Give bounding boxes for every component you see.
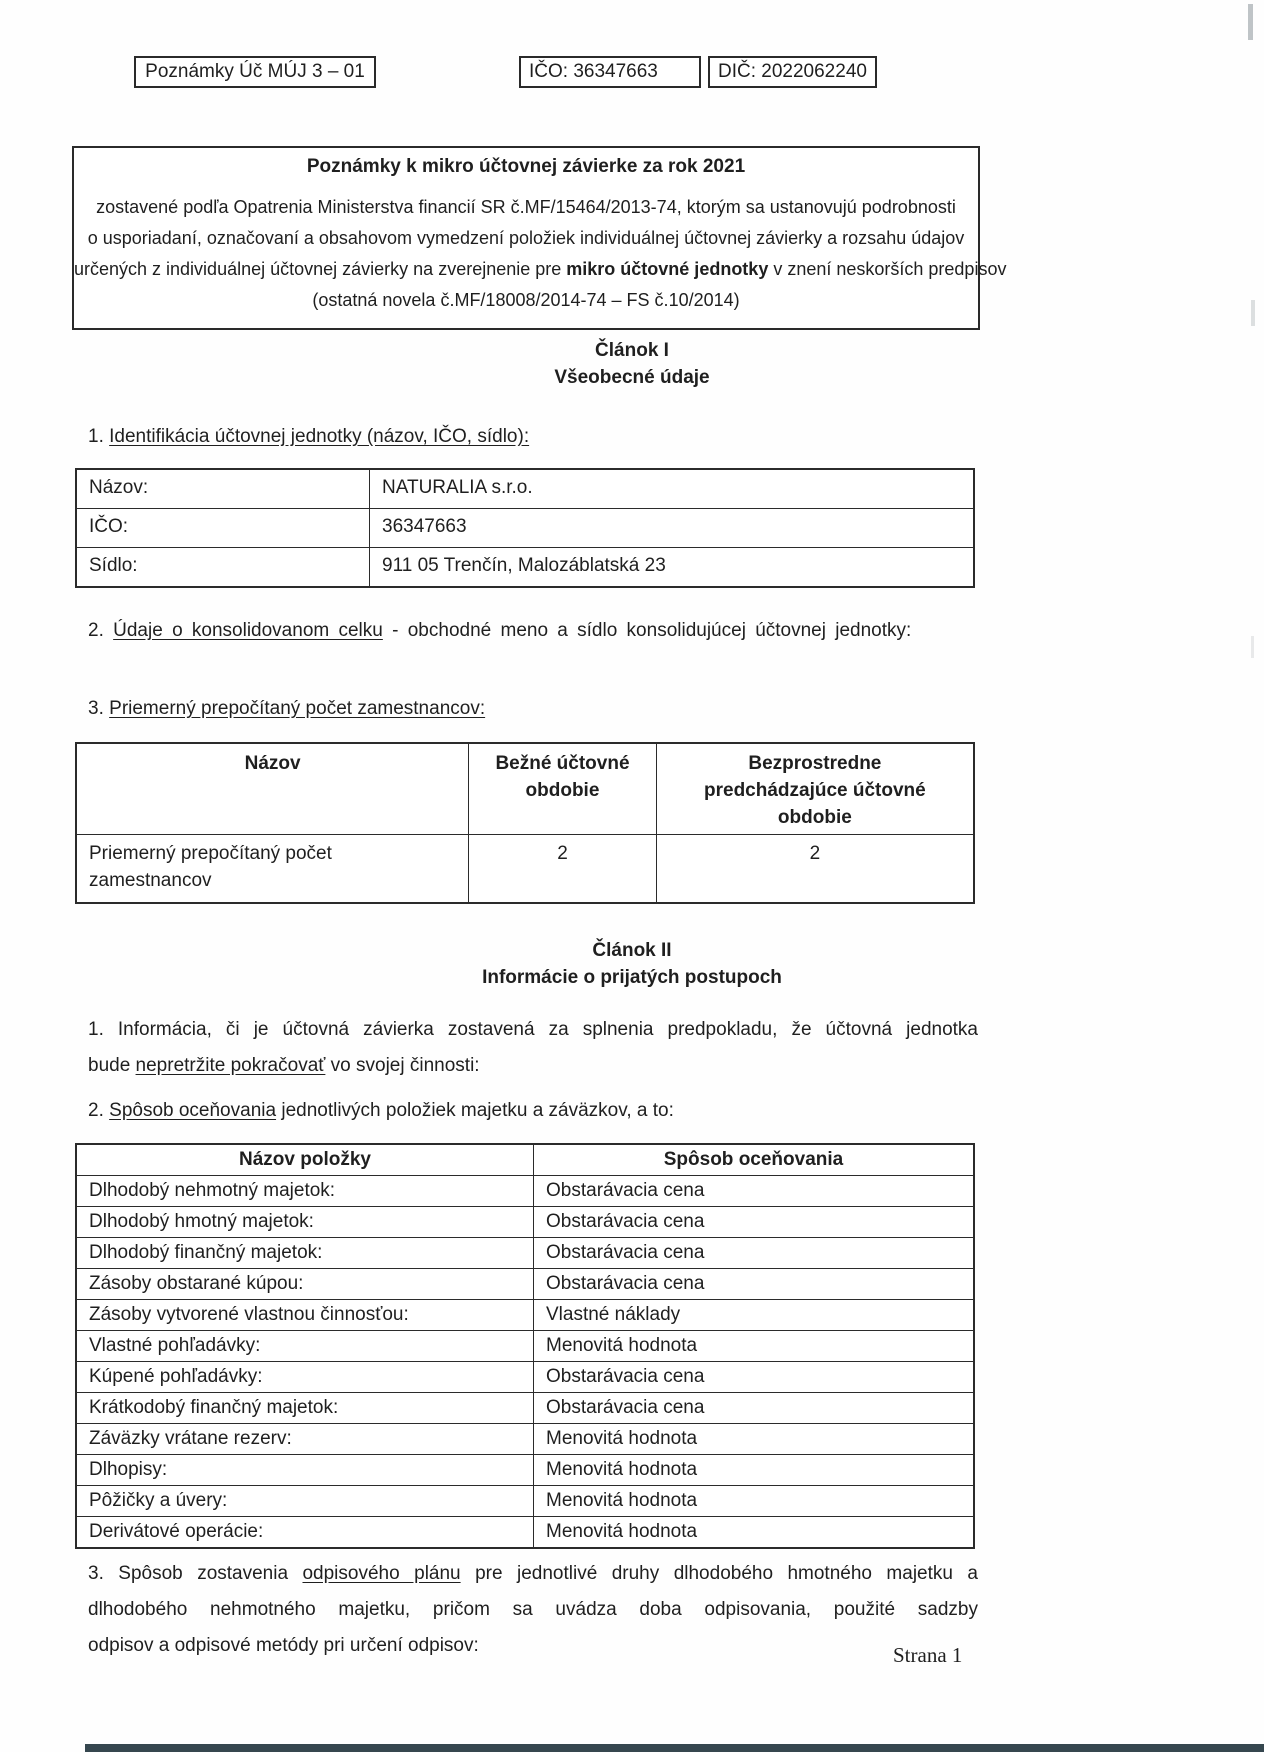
bottom-scan-bar <box>85 1744 1264 1752</box>
form-code-box <box>134 56 376 88</box>
valuation-col1-header: Názov položky <box>76 1144 534 1176</box>
table-row <box>76 1176 974 1207</box>
article2-title: Článok II <box>592 940 672 961</box>
table-header-row <box>76 743 974 835</box>
document-title: Poznámky k mikro účtovnej závierke za rok 2021 <box>306 156 746 177</box>
identification-table <box>75 468 975 588</box>
intro-line-3-post: v znení neskorších predpisov <box>768 259 1007 279</box>
article2-item1-line2 <box>88 1048 978 1084</box>
form-code-label: Poznámky Úč MÚJ 3 – 01 <box>145 61 365 82</box>
table-row <box>76 548 974 588</box>
article2-item2-rest: jednotlivých položiek majetku a záväzkov, a to: <box>276 1100 674 1121</box>
emp-previous-value-cell: 2 <box>656 835 974 904</box>
article1-item2-underlined: Údaje o konsolidovanom celku <box>113 620 383 641</box>
article1-item2-rest: - obchodné meno a sídlo konsolidujúcej účtovnej jednotky: <box>382 620 912 641</box>
article2-item3-line1-underlined: odpisového plánu <box>302 1563 461 1584</box>
table-row <box>76 1424 974 1455</box>
intro-line-1: zostavené podľa Opatrenia Ministerstva financií SR č.MF/15464/2013-74, ktorým sa ustanovujú podrobnosti <box>96 197 956 217</box>
valuation-item-cell: Zásoby obstarané kúpou: <box>76 1269 534 1300</box>
article1-item2-heading <box>88 620 911 642</box>
article1-item1-heading <box>88 426 529 448</box>
valuation-item-cell: Zásoby vytvorené vlastnou činnosťou: <box>76 1300 534 1331</box>
intro-box <box>72 146 1007 330</box>
article1-item2-number: 2. <box>88 620 104 641</box>
emp-name-cell: Priemerný prepočítaný počet zamestnancov <box>76 835 469 904</box>
valuation-item-cell: Dlhopisy: <box>76 1455 534 1486</box>
valuation-item-cell: Krátkodobý finančný majetok: <box>76 1393 534 1424</box>
article2-item1-line2-underlined: nepretržite pokračovať <box>135 1055 326 1076</box>
article1-item3-text: Priemerný prepočítaný počet zamestnancov: <box>109 698 486 719</box>
scan-edge-mark <box>1248 4 1253 40</box>
valuation-method-cell: Menovitá hodnota <box>534 1486 975 1517</box>
article2-item1-paragraph <box>88 1012 978 1084</box>
emp-col1-header: Názov <box>76 743 469 835</box>
article1-title: Článok I <box>595 340 669 361</box>
article2-item2-heading <box>88 1100 674 1122</box>
table-row <box>76 835 974 904</box>
table-row <box>76 1455 974 1486</box>
table-row <box>76 1269 974 1300</box>
table-row <box>76 509 974 548</box>
emp-col3-header: Bezprostredne predchádzajúce účtovné obdobie <box>656 743 974 835</box>
article2-item3-line2: dlhodobého nehmotného majetku, pričom sa uvádza doba odpisovania, použité sadzby <box>88 1599 978 1620</box>
valuation-item-cell: Dlhodobý nehmotný majetok: <box>76 1176 534 1207</box>
valuation-method-cell: Obstarávacia cena <box>534 1362 975 1393</box>
table-row <box>76 1393 974 1424</box>
valuation-item-cell: Derivátové operácie: <box>76 1517 534 1549</box>
article2-item1-line2-pre: bude <box>88 1055 136 1076</box>
id-value-cell: NATURALIA s.r.o. <box>370 469 975 509</box>
valuation-item-cell: Kúpené pohľadávky: <box>76 1362 534 1393</box>
table-row <box>76 1486 974 1517</box>
article2-item3-line1-post: pre jednotlivé druhy dlhodobého hmotného majetku a <box>460 1563 978 1584</box>
employees-table <box>75 742 975 904</box>
valuation-table <box>75 1143 975 1549</box>
article1-item3-number: 3. <box>88 698 104 719</box>
article1-item1-text: Identifikácia účtovnej jednotky (názov, IČO, sídlo): <box>109 426 530 447</box>
table-row <box>76 1300 974 1331</box>
scan-edge-mark <box>1251 636 1254 658</box>
valuation-method-cell: Vlastné náklady <box>534 1300 975 1331</box>
article1-item1-number: 1. <box>88 426 104 447</box>
valuation-method-cell: Obstarávacia cena <box>534 1238 975 1269</box>
table-header-row <box>76 1144 974 1176</box>
id-label-cell: Názov: <box>76 469 370 509</box>
table-row <box>76 469 974 509</box>
article1-subtitle: Všeobecné údaje <box>554 367 710 388</box>
article2-item3-line1 <box>88 1556 978 1592</box>
ico-label: IČO: 36347663 <box>529 61 658 82</box>
table-row <box>76 1362 974 1393</box>
article2-item3-line3: odpisov a odpisové metódy pri určení odpisov: <box>88 1635 479 1656</box>
valuation-item-cell: Dlhodobý finančný majetok: <box>76 1238 534 1269</box>
valuation-item-cell: Vlastné pohľadávky: <box>76 1331 534 1362</box>
article2-subtitle: Informácie o prijatých postupoch <box>482 967 782 988</box>
table-row <box>76 1331 974 1362</box>
valuation-method-cell: Menovitá hodnota <box>534 1424 975 1455</box>
ico-box <box>519 56 701 88</box>
id-label-cell: IČO: <box>76 509 370 548</box>
article1-item3-heading <box>88 698 485 720</box>
table-row <box>76 1238 974 1269</box>
id-value-cell: 911 05 Trenčín, Malozáblatská 23 <box>370 548 975 588</box>
table-row <box>76 1207 974 1238</box>
emp-current-value-cell: 2 <box>469 835 657 904</box>
article2-item2-underlined: Spôsob oceňovania <box>109 1100 277 1121</box>
intro-line-3-bold: mikro účtovné jednotky <box>566 259 769 279</box>
article2-item1-line1: 1. Informácia, či je účtovná závierka zostavená za splnenia predpokladu, že účtovná jednotka <box>88 1019 978 1040</box>
table-row <box>76 1517 974 1549</box>
valuation-item-cell: Záväzky vrátane rezerv: <box>76 1424 534 1455</box>
article2-item2-number: 2. <box>88 1100 104 1121</box>
scan-edge-mark <box>1251 300 1255 326</box>
valuation-item-cell: Pôžičky a úvery: <box>76 1486 534 1517</box>
intro-line-3 <box>74 254 1007 285</box>
valuation-item-cell: Dlhodobý hmotný majetok: <box>76 1207 534 1238</box>
valuation-method-cell: Obstarávacia cena <box>534 1207 975 1238</box>
intro-line-4: (ostatná novela č.MF/18008/2014-74 – FS č.10/2014) <box>312 290 740 310</box>
valuation-method-cell: Obstarávacia cena <box>534 1269 975 1300</box>
valuation-method-cell: Obstarávacia cena <box>534 1176 975 1207</box>
article2-item3-line1-pre: 3. Spôsob zostavenia <box>88 1563 303 1584</box>
page-number: Strana 1 <box>893 1643 963 1667</box>
id-label-cell: Sídlo: <box>76 548 370 588</box>
intro-line-3-pre: určených z individuálnej účtovnej závierky na zverejnenie pre <box>74 259 567 279</box>
article2-item3-paragraph <box>88 1556 978 1664</box>
id-value-cell: 36347663 <box>370 509 975 548</box>
valuation-method-cell: Obstarávacia cena <box>534 1393 975 1424</box>
valuation-method-cell: Menovitá hodnota <box>534 1331 975 1362</box>
emp-col2-header: Bežné účtovné obdobie <box>469 743 657 835</box>
valuation-col2-header: Spôsob oceňovania <box>534 1144 975 1176</box>
valuation-method-cell: Menovitá hodnota <box>534 1517 975 1549</box>
article2-item1-line2-post: vo svojej činnosti: <box>325 1055 480 1076</box>
dic-label: DIČ: 2022062240 <box>718 61 867 82</box>
intro-line-2: o usporiadaní, označovaní a obsahovom vymedzení položiek individuálnej účtovnej závierky a rozsahu údajov <box>87 228 965 248</box>
dic-box <box>708 56 877 88</box>
valuation-method-cell: Menovitá hodnota <box>534 1455 975 1486</box>
